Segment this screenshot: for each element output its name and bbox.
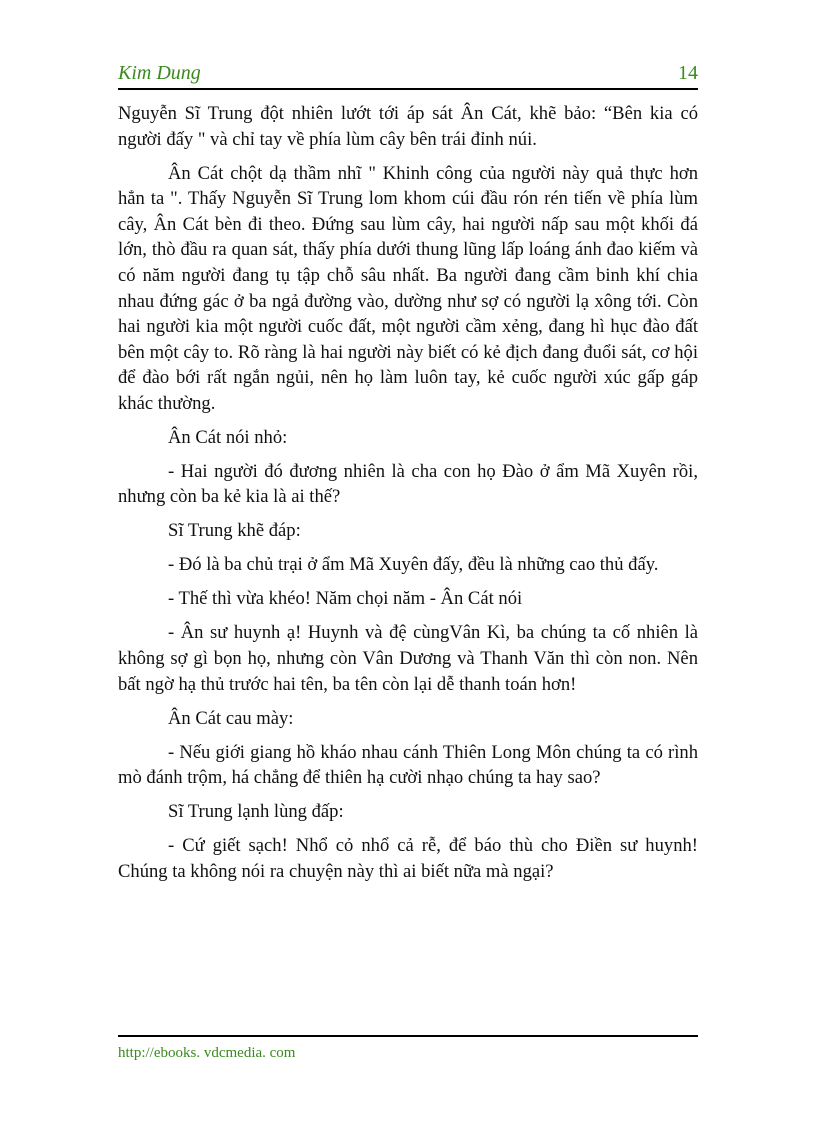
paragraph: - Ân sư huynh ạ! Huynh và đệ cùngVân Kì, ba chúng ta cố nhiên là không sợ gì bọn họ, nhưng còn Vân Dương và Thanh Văn thì còn non. Nên bất ngờ hạ thủ trước hai tên, ba tên còn lại dễ thanh toán hơn! bbox=[118, 622, 698, 695]
paragraph: - Nếu giới giang hồ kháo nhau cánh Thiên Long Môn chúng ta có rình mò đánh trộm, há chẳng để thiên hạ cười nhạo chúng ta hay sao? bbox=[118, 741, 698, 789]
paragraph: - Hai người đó đương nhiên là cha con họ Đào ở ẩm Mã Xuyên rồi, nhưng còn ba kẻ kia là ai thế? bbox=[118, 460, 698, 508]
paragraph: - Đó là ba chủ trại ở ẩm Mã Xuyên đấy, đều là những cao thủ đấy. bbox=[168, 554, 659, 576]
page-body bbox=[118, 101, 698, 893]
author-name: Kim Dung bbox=[118, 62, 201, 84]
paragraph: - Cứ giết sạch! Nhổ cỏ nhổ cả rễ, để báo thù cho Điền sư huynh! Chúng ta không nói ra chuyện này thì ai biết nữa mà ngại? bbox=[118, 835, 698, 882]
paragraph: Ân Cát nói nhỏ: bbox=[168, 426, 288, 448]
paragraph: Ân Cát chột dạ thầm nhĩ " Khinh công của người này quả thực hơn hẳn ta ". Thấy Nguyễn Sĩ Trung lom khom cúi đầu rón rén tiến về phía lùm cây, Ân Cát bèn đi theo. Đứng sau lùm cây, hai người nấp sau một khối đá lớn, thò đầu ra quan sát, thấy phía dưới thung lũng lấp loáng ánh đao kiếm và có năm người đang tụ tập chỗ sâu nhất. Ba người đang cầm binh khí chia nhau đứng gác ở ba ngả đường vào, dường như sợ có người lạ xông tới. Còn hai người kia một người cuốc đất, một người cầm xẻng, đang hì hục đào đất bên một cây to. Rõ ràng là hai người này biết có kẻ địch đang đuổi sát, cơ hội để đào bới rất ngắn ngủi, nên họ làm luôn tay, kẻ cuốc người xúc gấp gáp khác thường. bbox=[118, 162, 698, 414]
paragraph: Nguyễn Sĩ Trung đột nhiên lướt tới áp sát Ân Cát, khẽ bảo: “Bên kia có người đấy " và chỉ tay về phía lùm cây bên trái đỉnh núi. bbox=[118, 103, 698, 150]
footer-divider bbox=[118, 1035, 698, 1037]
footer-url: http://ebooks. vdcmedia. com bbox=[118, 1045, 296, 1061]
paragraph: Sĩ Trung lạnh lùng đấp: bbox=[168, 801, 344, 823]
paragraph: Ân Cát cau mày: bbox=[168, 707, 294, 729]
page-number: 14 bbox=[678, 62, 698, 84]
page-header bbox=[118, 62, 698, 90]
header-divider bbox=[118, 88, 698, 90]
paragraph: Sĩ Trung khẽ đáp: bbox=[168, 520, 301, 542]
paragraph: - Thế thì vừa khéo! Năm chọi năm - Ân Cát nói bbox=[168, 588, 523, 610]
